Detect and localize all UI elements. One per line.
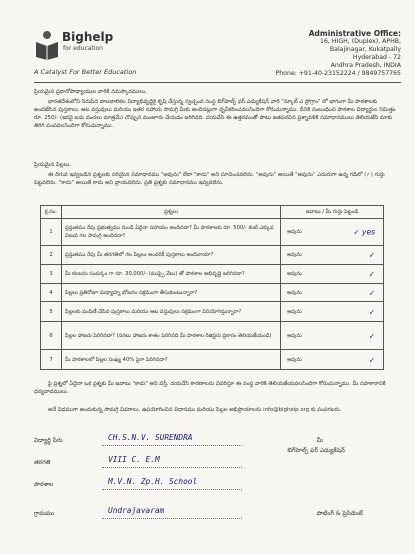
- answer-text: అవును: [287, 289, 302, 296]
- table-row: [41, 302, 384, 322]
- office-title: Administrative Office:: [308, 29, 401, 38]
- brand-subtitle: for education: [63, 45, 103, 52]
- table-row: [41, 265, 384, 284]
- answer-text: అవును: [287, 252, 302, 258]
- answer-cell[interactable]: [281, 284, 384, 302]
- signoff-title: పాటింగ్ & ప్రెసిడెంట్: [316, 510, 363, 517]
- table-row: [41, 284, 384, 302]
- table-row: [41, 322, 384, 350]
- office-line: Hyderabad - 72: [352, 54, 401, 61]
- office-phone: Phone: +91-40-23152224 / 9849757765: [275, 70, 401, 77]
- row-number: 3: [41, 265, 62, 284]
- office-line: 16, HIGH, (Duplex), APHB,: [320, 38, 401, 45]
- school-value[interactable]: M.V.N. Zp.H. School: [108, 477, 198, 486]
- village-label: గ్రామము: [34, 510, 55, 517]
- office-line: Andhra Pradesh, INDIA: [330, 62, 401, 69]
- row-question: పిల్లలకు పంపిణీ చేసిన పుస్తకాలు మరియు ఆట వస్తువులు సక్రమంగా వినియోగిస్తున్నారా?: [62, 302, 281, 322]
- answer-text: అవును: [287, 332, 302, 339]
- village-value[interactable]: Undrajavaram: [108, 506, 165, 515]
- answer-cell[interactable]: [281, 246, 384, 265]
- brand-name: Bighelp: [62, 30, 114, 44]
- handwritten-tick: ✓: [368, 250, 375, 260]
- table-row: [41, 246, 384, 265]
- salutation: ప్రియమైన ప్రధానోపాధ్యాయుల వారికి నమస్కారములు,: [34, 89, 147, 95]
- row-number: 7: [41, 350, 62, 370]
- village-line: [102, 518, 242, 519]
- row-question: ప్రస్తుతము రేపు ప్రభుత్వము నుండి ఏదైనా సహాయం అందినదా? మీ పాఠశాలకు రూ. 500/- కంటే ఎక్కువ విలువ గల సామగ్రి అందినదా?: [62, 219, 281, 246]
- student-name-value[interactable]: CH.S.N.V. SURENDRA: [108, 433, 193, 442]
- row-number: 4: [41, 284, 62, 302]
- answer-cell[interactable]: [281, 219, 384, 246]
- bighelp-logo-icon: [34, 30, 60, 60]
- header-divider: [34, 82, 401, 83]
- signoff-org: బిగ్‌హెల్ప్ ఫర్ ఎడ్యుకేషన్: [287, 447, 345, 454]
- col-header-question: ప్రశ్నలు: [62, 206, 281, 219]
- handwritten-tick: ✓: [368, 331, 375, 340]
- class-value[interactable]: VIII C. E.M: [108, 455, 160, 464]
- row-question: ప్రస్తుతము రేపు మీ తరగతిలో గల పిల్లలు అందరికీ పుస్తకాలు అందినాయా?: [62, 246, 281, 265]
- table-row: [41, 219, 384, 246]
- office-line: Balajinagar, Kukatpally: [329, 46, 401, 53]
- row-question: మీ కలలను సంపర్కం గా రూ. 30,000/- (ముప్పై వేలు) తో పాఠశాల అభివృద్ధి జరిగినదా?: [62, 265, 281, 284]
- row-question: పిల్లలు ప్రతిరోజూ మధ్యాహ్న భోజనం సక్రమంగా తీసుకుంటున్నారా?: [62, 284, 281, 302]
- instructions-paragraph: ఈ దిగువ ఇవ్వబడిన ప్రశ్నలకు సరియైన సమాధానము "అవును" లేదా "కాదు" అని సూచించవలెను. "అవును" అయితే "అవును" ఎదురుగా ఉన్న గడిలో (✓) గుర్తు పెట్టవలెను. "కాదు" అయితే కాదు అని వ్రాయవలెను. ప్రతి ప్రశ్నకు సమాధానము ఇవ్వవలెను.: [34, 172, 385, 186]
- row-number: 5: [41, 302, 62, 322]
- brand-tagline: A Catalyst For Better Education: [34, 68, 137, 76]
- row-number: 1: [41, 219, 62, 246]
- school-label: పాఠశాల: [34, 481, 54, 488]
- table-header-row: [41, 206, 384, 219]
- handwritten-tick: ✓: [368, 355, 375, 364]
- row-number: 2: [41, 246, 62, 265]
- col-header-no: క్ర.సం.: [41, 206, 62, 219]
- handwritten-tick: ✓: [368, 307, 375, 316]
- student-name-label: విద్యార్థి పేరు: [34, 437, 63, 444]
- row-question: పిల్లల హాజరు పెరిగినదా? (సగటు హాజరు శాతం పెరిగినది మీ పాఠశాల రిజిస్టరు ప్రకారం తెలియజేయండి): [62, 322, 281, 350]
- col-header-answer: జవాబు / మీ గుర్తు పెట్టండి: [281, 206, 384, 219]
- handwritten-tick: ✓: [368, 269, 375, 279]
- student-name-line: [102, 445, 242, 446]
- answer-text: అవును: [287, 271, 302, 277]
- office-address: [271, 30, 401, 78]
- row-number: 6: [41, 322, 62, 350]
- table-row: [41, 350, 384, 370]
- answer-text: అవును: [287, 356, 302, 363]
- answer-text: అవును: [287, 229, 302, 235]
- questionnaire-table: [40, 205, 384, 370]
- contact-paragraph: అదే విధముగా అందుకున్న సామగ్రి వివరాలు, ఉపయోగించిన విధానము మరియు పిల్లల అభిప్రాయాలను info@bighelp.org కు పంపగలరు.: [48, 407, 342, 413]
- answer-text: అవును: [287, 308, 302, 315]
- row-question: మీ పాఠశాలలో పిల్లల సంఖ్య 40% పైగా పెరిగినదా?: [62, 350, 281, 370]
- class-label: తరగతి: [34, 459, 51, 466]
- answer-cell[interactable]: [281, 350, 384, 370]
- signoff-yours: మీ: [316, 437, 323, 444]
- note-paragraph: పై ప్రశ్నలో ఏదైనా ఒక ప్రశ్నకు మీ జవాబు "కాదు" అని వస్తే, దయచేసి కారణాలను వివరిస్తూ ఈ సంస్థ వారికి తెలియజేయవలసిందిగా కోరుచున్నాము. మీ సహకారానికి ధన్యవాదములు.: [34, 381, 386, 395]
- handwritten-tick: ✓: [368, 288, 375, 297]
- answer-cell[interactable]: [281, 265, 384, 284]
- sub-salutation: ప్రియమైన పిల్లలు,: [34, 162, 72, 168]
- answer-cell[interactable]: [281, 302, 384, 322]
- intro-paragraph: భారతదేశంలోని నిరుపేద బాలబాలికల విద్యాభివృద్ధికై కృషి చేస్తున్న స్వచ్ఛంద సంస్థ బిగ్‌హెల్ప్ ఫర్ ఎడ్యుకేషన్ వారి "స్కూల్ ఎ ప్రోగ్రాం" లో భాగంగా మీ పాఠశాలకు అందజేసిన పుస్తకాలు, ఆట వస్తువులు మరియు ఇతర సహాయ సామగ్రి మీకు అందినట్లుగా ధృవీకరించవలసిందిగా కోరుచున్నాము. దీనికి సంబంధించి పాఠశాల విద్యార్థుల నిమిత్తం రూ. 250/- (ఇరవై ఐదు వందలు మాత్రమే) చొప్పున మంజూరు చేయడం జరిగినది. దయచేసి ఈ ఉత్తరముతో పాటు జతపరచిన ప్రశ్నావళికి సమాధానములు తెలియజేసి మాకు తిరిగి పంపవలసిందిగా కోరుచున్నాము.: [34, 99, 396, 129]
- class-line: [102, 467, 242, 468]
- school-line: [102, 489, 242, 490]
- handwritten-tick: ✓ yes: [353, 227, 375, 237]
- answer-cell[interactable]: [281, 322, 384, 350]
